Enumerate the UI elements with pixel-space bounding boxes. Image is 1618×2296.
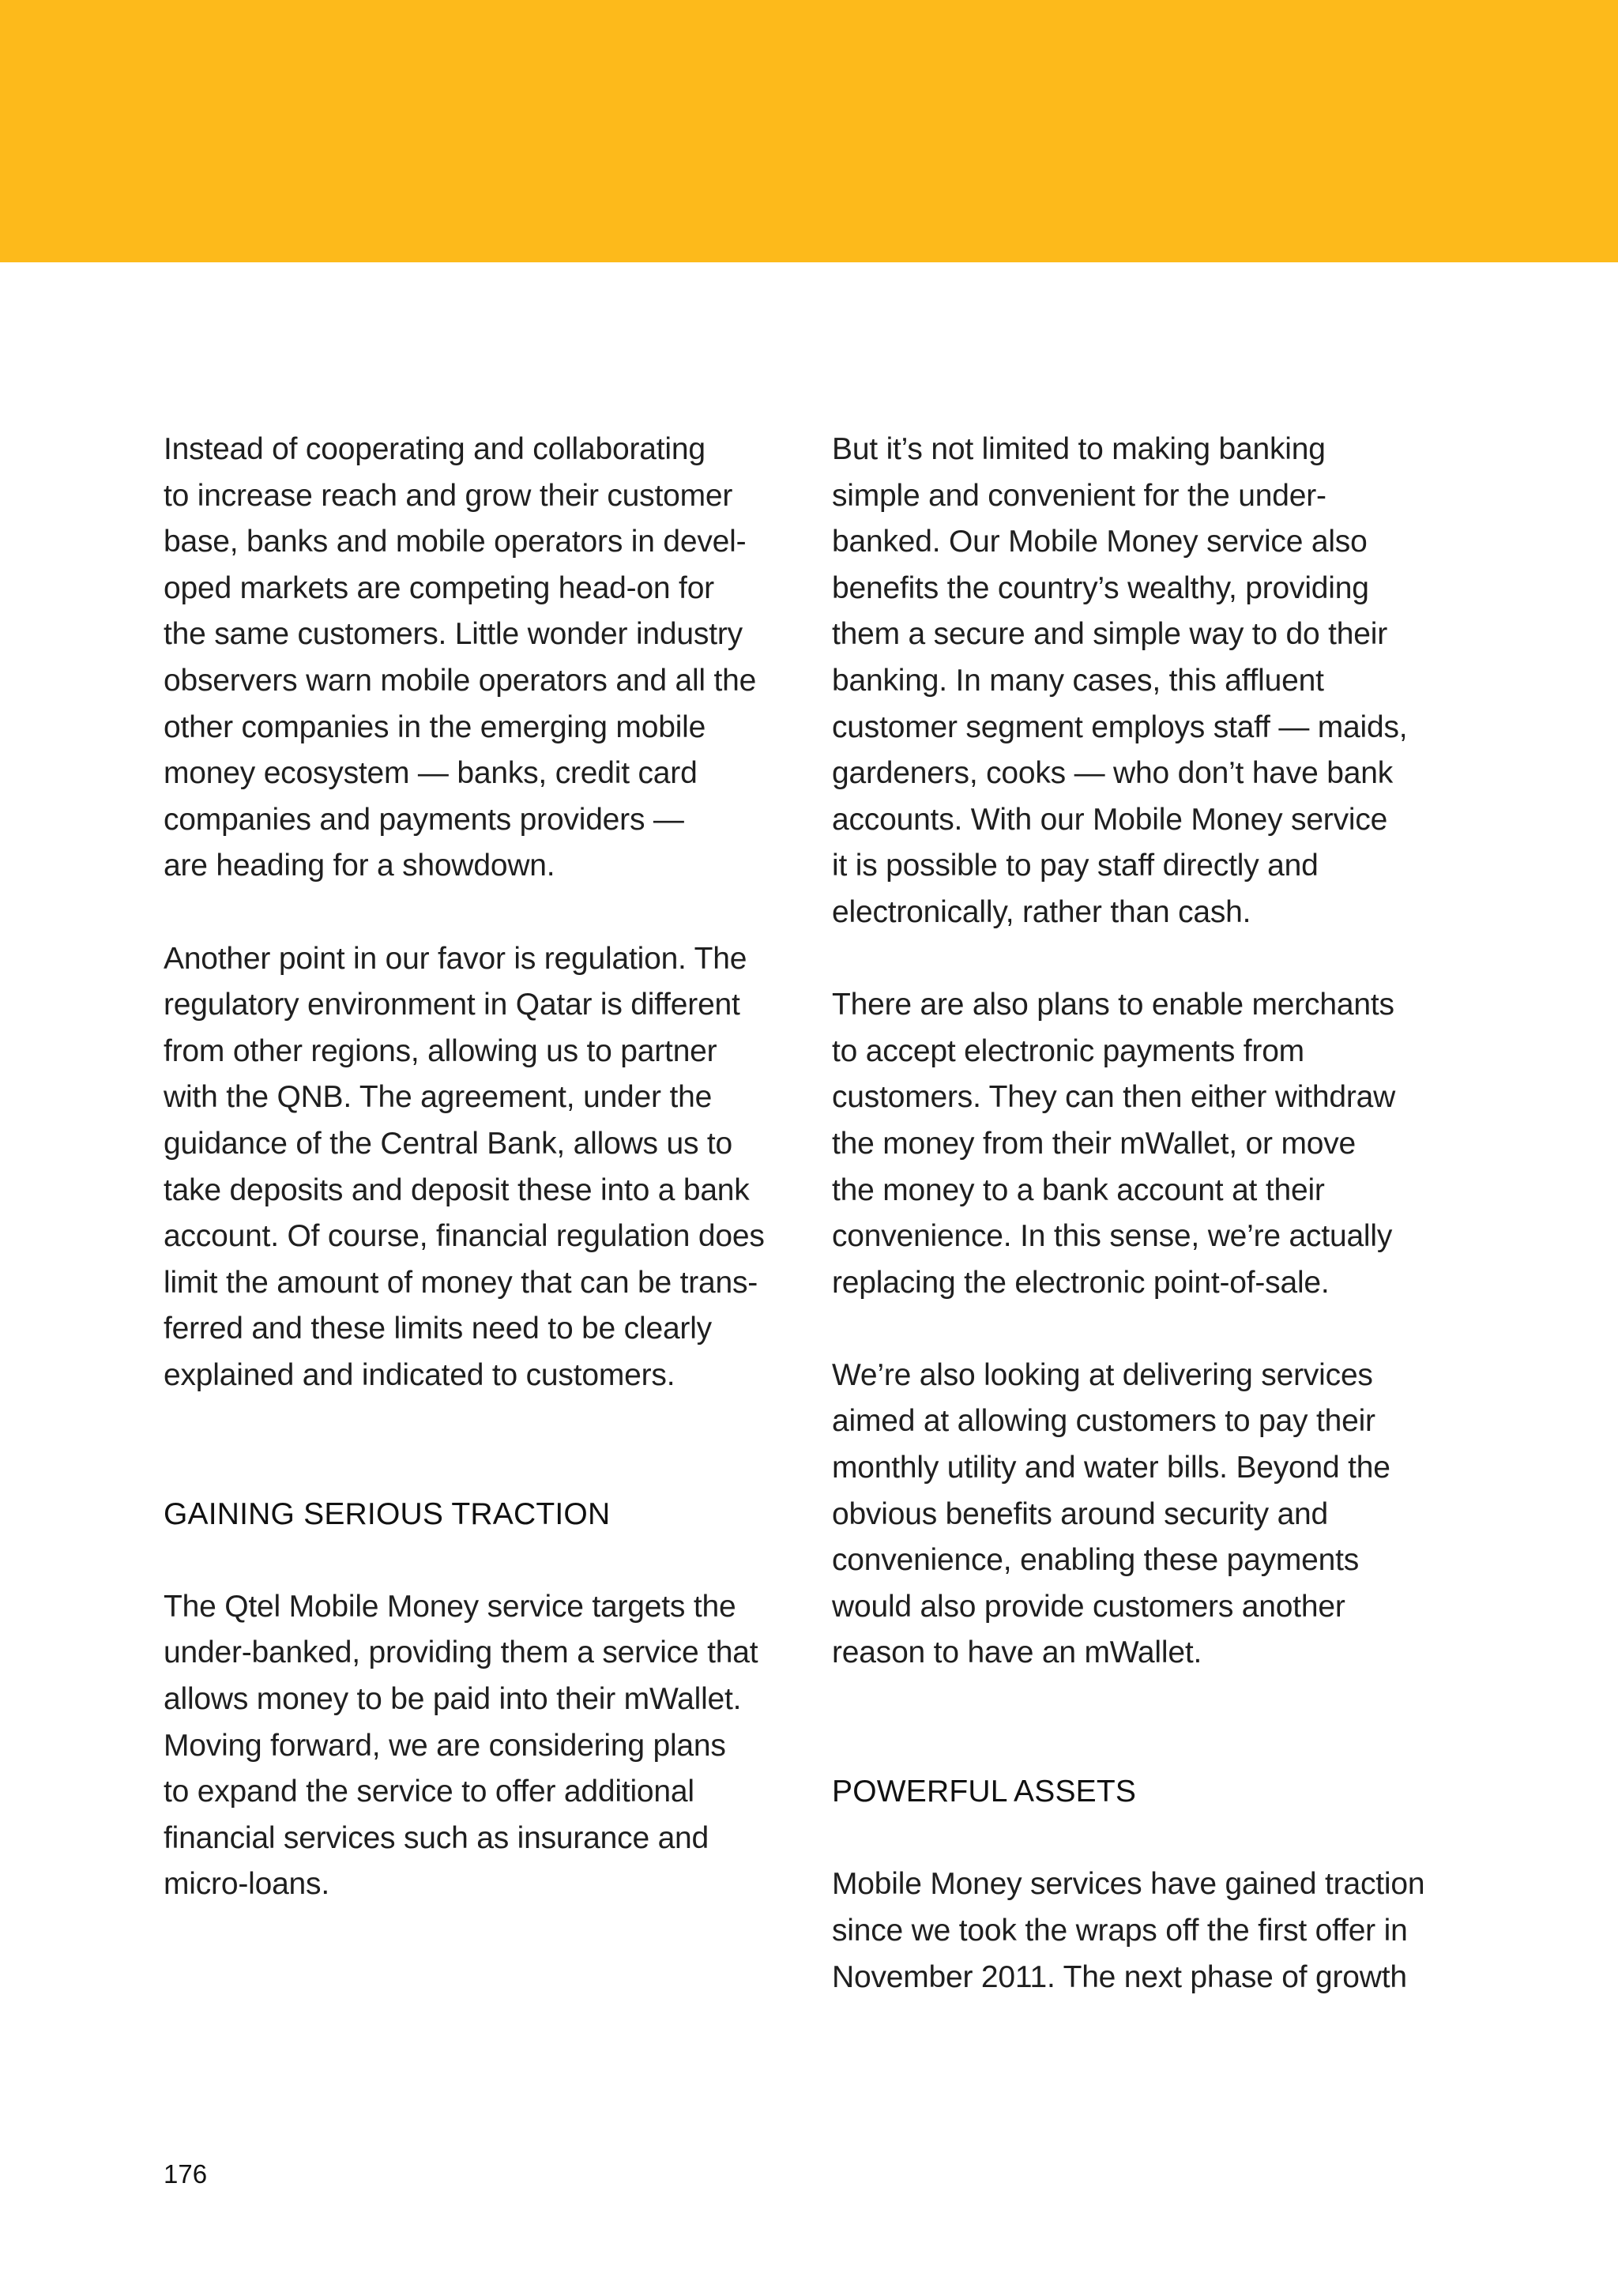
right-paragraph-4: Mobile Money services have gained traction since we took the wraps off the first offer in November 2011. The next phase of growth [832, 1867, 1425, 1994]
left-paragraph-2: Another point in our favor is regulation. The regulatory environment in Qatar is different from other regions, allowing us to partner with the QNB. The agreement, under the guidance of the Central Bank, allows us to take deposits and deposit these into a bank account. Of course, financial regulation does limit the amount of money that can be trans- ferred and these limits need to be clearly explained and indicated to customers. [164, 941, 765, 1392]
page-number: 176 [164, 2159, 208, 2189]
left-column [164, 427, 796, 1908]
section-heading-gaining-serious-traction: GAINING SERIOUS TRACTION [164, 1496, 611, 1531]
right-paragraph-1: But it’s not limited to making banking simple and convenient for the under- banked. Our Mobile Money service also benefits the country’s wealthy, providing them a secure and simple way to do their banking. In many cases, this affluent customer segment employs staff — maids, gardeners, cooks — who don’t have bank accounts. With our Mobile Money service it is possible to pay staff directly and electronically, rather than cash. [832, 432, 1408, 929]
section-heading-powerful-assets: POWERFUL ASSETS [832, 1775, 1137, 1809]
right-column [832, 427, 1480, 2001]
left-paragraph-1: Instead of cooperating and collaborating to increase reach and grow their customer base, banks and mobile operators in devel- oped markets are competing head-on for the same customers. Little wonder industry observers warn mobile operators and all the other companies in the emerging mobile money ecosystem — banks, credit card companies and payments providers — are heading for a showdown. [164, 432, 757, 883]
right-paragraph-2: There are also plans to enable merchants to accept electronic payments from customers. They can then either withdraw the money from their mWallet, or move the money to a bank account at their convenience. In this sense, we’re actually replacing the electronic point-of-sale. [832, 988, 1396, 1300]
right-paragraph-3: We’re also looking at delivering services aimed at allowing customers to pay their monthly utility and water bills. Beyond the obvious benefits around security and convenience, enabling these payments would also provide customers another reason to have an mWallet. [832, 1357, 1390, 1670]
left-paragraph-3: The Qtel Mobile Money service targets the under-banked, providing them a service that allows money to be paid into their mWallet. Moving forward, we are considering plans to expand the service to offer additional financial services such as insurance and micro-loans. [164, 1589, 758, 1902]
header-color-band [0, 0, 1618, 262]
